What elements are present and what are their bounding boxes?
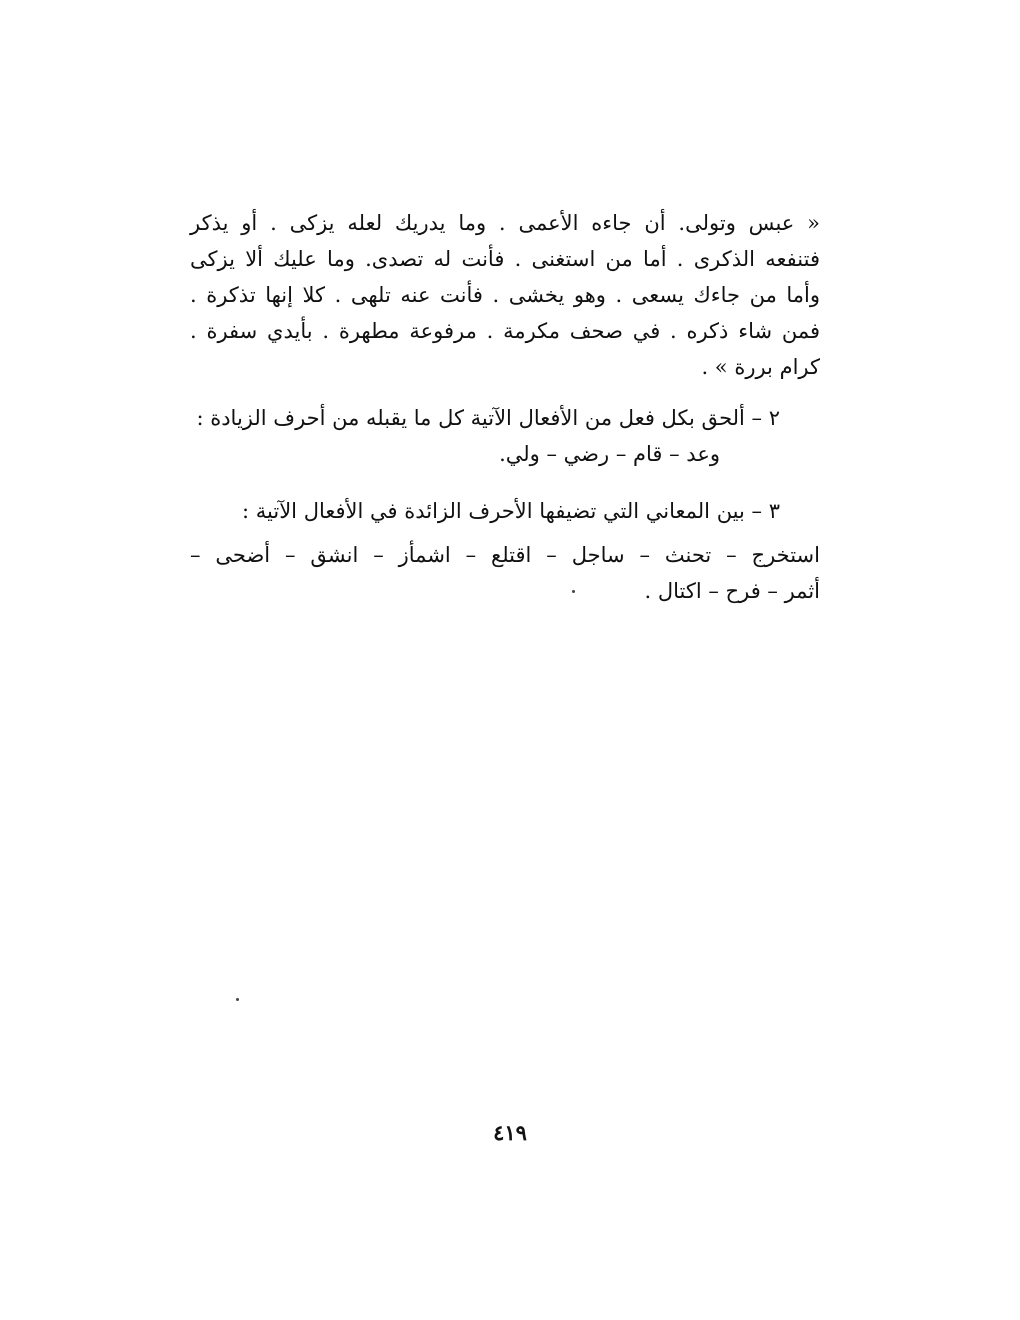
exercise-3: [190, 493, 820, 609]
exercise-2: [190, 400, 820, 472]
exercise-3-prompt: ٣ – بين المعاني التي تضيفها الأحرف الزائدة في الأفعال الآتية :: [242, 499, 780, 523]
quote-line-4: فمن شاء ذكره . في صحف مكرمة . مرفوعة مطهرة . بأيدي سفرة .: [190, 319, 820, 343]
scan-speck: [572, 590, 575, 593]
exercise-3-items-line-2: أثمر – فرح – اكتال .: [644, 579, 820, 603]
quote-line-3: وأما من جاءك يسعى . وهو يخشى . فأنت عنه تلهى . كلا إنها تذكرة .: [190, 283, 820, 307]
page-number: ٤١٩: [493, 1120, 527, 1145]
exercise-2-items: وعد – قام – رضي – ولي.: [499, 442, 720, 466]
exercise-3-items-line-1: استخرج – تحنث – ساجل – اقتلع – اشمأز – انشق – أضحى –: [190, 543, 820, 567]
exercise-2-prompt: ٢ – ألحق بكل فعل من الأفعال الآتية كل ما يقبله من أحرف الزيادة :: [196, 406, 780, 430]
quran-quote: [190, 205, 820, 385]
scan-speck: [236, 998, 239, 1001]
quote-line-2: فتنفعه الذكرى . أما من استغنى . فأنت له تصدى. وما عليك ألا يزكى: [190, 247, 820, 271]
quote-line-5: كرام بررة » .: [701, 355, 820, 379]
quote-line-1: « عبس وتولى. أن جاءه الأعمى . وما يدريك لعله يزكى . أو يذكر: [190, 211, 820, 235]
